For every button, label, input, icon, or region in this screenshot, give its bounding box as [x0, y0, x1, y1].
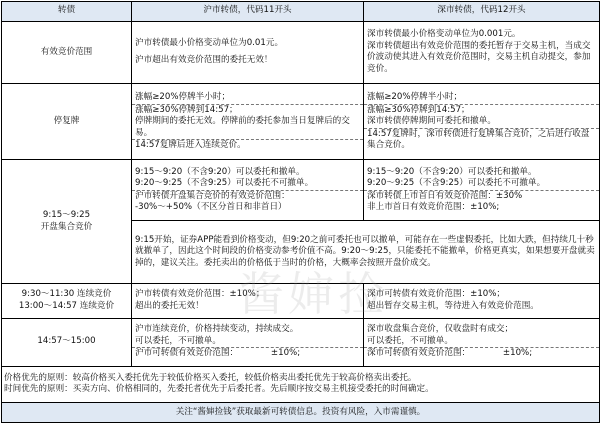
header-shanghai: 沪市转债，代码11开头 — [132, 2, 364, 22]
bond-rules-table — [1, 1, 600, 423]
label-call-auction-time: 9:15～9:25 — [42, 210, 91, 221]
sz-suspension-line-4: 14:57复牌时，深市转债进行复牌集合竞价，之后进行收盘集合竞价。 — [364, 128, 599, 152]
row-effective-range — [2, 21, 600, 84]
call-auction-note: 9:15开始，证券APP能看到价格变动，但9:20之前可委托也可以撤单，可能存在一些虚假委托，比如大跌，但持续几十秒就撤单了，因此这个时间段的价格变动参考价值不高。9:20～9:25，只能委托不能撤单，价格更真实，如果想要开盘就卖掉的，建议关注。委托卖出的价格低于当时的价格，大概率会按照开盘价成交。 — [132, 221, 600, 284]
sz-effective-range — [364, 21, 600, 84]
row-priority-notes — [2, 366, 600, 403]
sh-effective-line-3: 沪市超出有效竞价范围的委托无效！ — [135, 55, 273, 66]
sh-suspension-line-3: 停牌期间的委托无效。停牌前的委托参加当日复牌后的交易。 — [135, 116, 350, 138]
sh-closing-line-1: 沪市连续竞价，价格持续变动，持续成交。 — [135, 324, 299, 335]
row-suspension — [2, 84, 600, 160]
watermark-text: 酱婶捡 — [238, 267, 388, 321]
sh-call-auction — [132, 160, 364, 221]
sz-suspension-line-2: 涨幅≥30%停牌到14:57； — [364, 104, 599, 117]
sz-call-auction — [364, 160, 600, 221]
sz-closing-line-3: 深市可转债有效竞价范围： ±10%; — [364, 347, 599, 360]
time-priority-note: 时间优先的原则：买卖方向、价格相同的，先委托者优先于后委托者。先后顺序按交易主机接受委托的时间确定。 — [4, 384, 434, 395]
sh-suspension-line-4: 14:57复牌后进入连续竞价。 — [132, 139, 363, 152]
row-footer — [2, 403, 600, 423]
label-call-auction — [2, 160, 132, 284]
sh-suspension-line-1: 涨幅≥20%停牌半小时； — [135, 91, 231, 102]
sz-effective-line-1: 深市转债最小价格变动单位为0.001元。 — [367, 29, 521, 40]
sz-call-line-2: 9:20～9:25（不含9:25）可以委托不可撤单。 — [367, 178, 546, 189]
priority-notes — [2, 366, 600, 403]
sh-closing-line-2: 可以委托，不可撤单。 — [135, 335, 221, 346]
header-bond: 转债 — [2, 2, 132, 22]
sh-continuous-line-2: 超出的委托无效！ — [135, 300, 204, 311]
label-continuous-morning: 9:30～11:30 连续竞价 — [21, 289, 112, 300]
header-shenzhen: 深市转债，代码12开头 — [364, 2, 600, 22]
sz-call-line-4: 非上市首日有效竞价范围：±10%; — [367, 202, 500, 213]
label-suspension: 停复牌 — [2, 84, 132, 160]
sz-call-line-3: 深市转债上市首日有效竞价范围：±30% — [364, 190, 599, 203]
price-priority-note: 价格优先的原则：较高价格买入委托优先于较低价格买入委托，较低价格卖出委托优先于较高价格卖出委托。 — [4, 372, 417, 383]
sz-suspension-line-1: 涨幅≥20%停牌半小时； — [367, 91, 463, 102]
sz-continuous — [364, 284, 600, 319]
sh-closing — [132, 318, 364, 366]
sz-effective-line-2: 深市转债超出有效竞价范围的委托暂存于交易主机，当成交价波动使其进入有效竞价范围时，交易主机自动提交，参加竞价。 — [367, 40, 591, 75]
sh-call-line-3: 沪市转债开盘集合竞价的有效竞价范围： — [132, 190, 363, 203]
row-closing — [2, 318, 600, 366]
sz-continuous-line-1: 深市可转债有效竞价范围：±10%； — [367, 289, 506, 300]
sz-call-line-1: 9:15～9:20（不含9:20）可以委托和撤单。 — [367, 166, 537, 177]
row-continuous — [2, 284, 600, 319]
row-call-auction — [2, 160, 600, 221]
label-continuous-afternoon: 13:00～14:57 连续竞价 — [18, 300, 115, 311]
sz-suspension-line-3: 深市转债停牌期间可委托和撤单。 — [367, 116, 496, 127]
sh-continuous — [132, 284, 364, 319]
sh-effective-range — [132, 21, 364, 84]
sh-call-line-1: 9:15～9:20（不含9:20）可以委托和撤单。 — [135, 166, 305, 177]
sh-closing-line-3: 沪市可转债有效竞价范围： ±10%; — [132, 347, 363, 360]
label-closing: 14:57～15:00 — [2, 318, 132, 366]
sz-closing — [364, 318, 600, 366]
sh-continuous-line-1: 沪市转债有效竞价范围：±10%； — [135, 289, 265, 300]
label-call-auction-name: 开盘集合竞价 — [40, 221, 93, 232]
sh-suspension-line-2: 涨幅≥30%停牌到14:57； — [132, 104, 363, 117]
sz-closing-line-2: 可以委托，不可撤单。 — [367, 335, 453, 346]
sh-effective-line-1: 沪市转债最小价格变动单位为0.01元。 — [135, 37, 284, 48]
sz-suspension — [364, 84, 600, 160]
label-continuous — [2, 284, 132, 319]
header-row — [2, 2, 600, 22]
footer-disclaimer: 关注“酱婶捡钱”获取最新可转债信息。投资有风险，入市需谨慎。 — [2, 403, 600, 423]
label-effective-range: 有效竞价范围 — [2, 21, 132, 84]
sh-call-line-4: -30%～+50%（不区分首日和非首日） — [135, 202, 287, 213]
sz-closing-line-1: 深市收盘集合竞价，仅收盘时有成交； — [367, 324, 514, 335]
sh-suspension — [132, 84, 364, 160]
sh-call-line-2: 9:20～9:25（不含9:25）可以委托不可撤单。 — [135, 178, 314, 189]
sz-continuous-line-2: 超出暂存交易主机，等待进入有效竞价范围。 — [367, 300, 539, 311]
